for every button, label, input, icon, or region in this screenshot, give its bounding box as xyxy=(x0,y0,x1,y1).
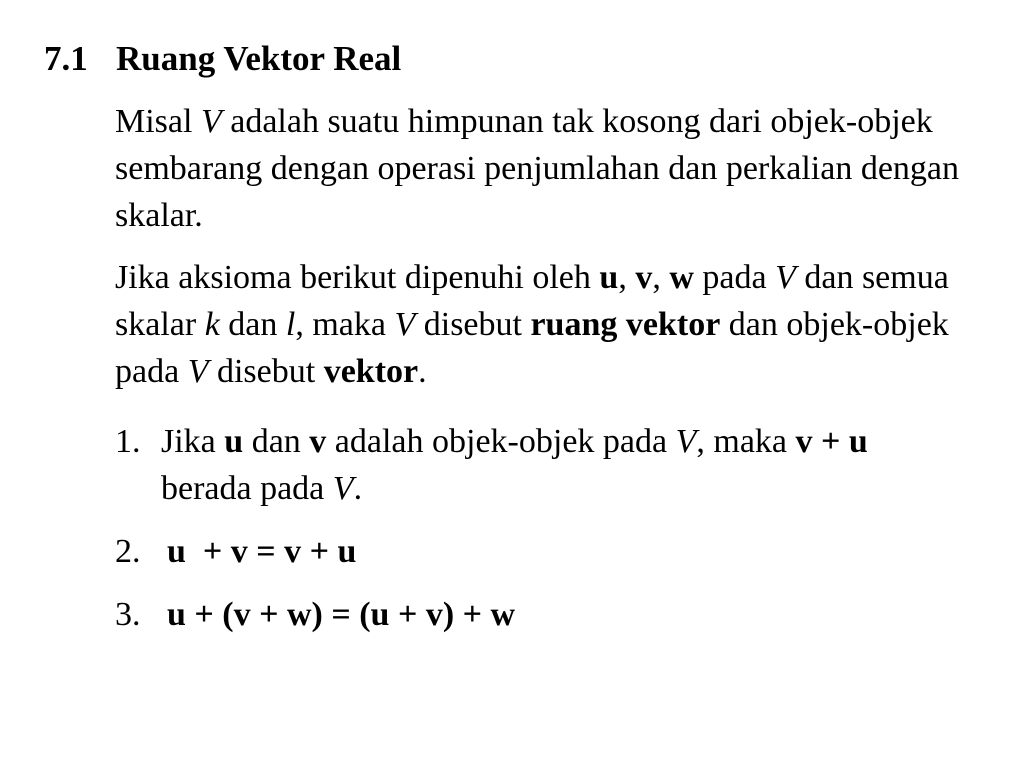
text-segment: , xyxy=(652,259,670,296)
vector-u: u xyxy=(224,423,244,460)
axiom-expression: v + u xyxy=(795,423,868,460)
definition-paragraph xyxy=(115,98,1000,239)
symbol-V: V xyxy=(187,353,209,390)
text-segment: dan objek-objek pada xyxy=(115,306,949,390)
axiom-3 xyxy=(115,591,1005,638)
vector-u: u xyxy=(599,259,619,296)
section-number: 7.1 xyxy=(44,39,88,78)
vector-v: v xyxy=(309,423,327,460)
term-vektor: vektor xyxy=(323,353,419,390)
text-segment: adalah suatu himpunan tak kosong dari objek-objek sembarang dengan operasi penjumlahan dan perkalian dengan skalar. xyxy=(115,103,960,234)
axiom-number: 1. xyxy=(115,423,141,460)
symbol-V: V xyxy=(675,423,697,460)
text-segment: dan xyxy=(243,423,310,460)
term-ruang-vektor: ruang vektor xyxy=(530,306,721,343)
text-segment: berada pada xyxy=(161,470,333,507)
text-segment: , xyxy=(618,259,636,296)
text-segment: , maka xyxy=(696,423,796,460)
text-segment: , maka xyxy=(295,306,395,343)
text-segment: dan semua skalar xyxy=(115,259,949,343)
axiom-2 xyxy=(115,528,1005,575)
symbol-l: l xyxy=(285,306,296,343)
axiom-intro-paragraph xyxy=(115,254,1000,395)
symbol-V: V xyxy=(394,306,416,343)
axiom-1 xyxy=(115,418,1005,512)
text-segment: Misal xyxy=(115,103,201,140)
vector-v: v xyxy=(635,259,653,296)
text-segment: . xyxy=(418,353,427,390)
symbol-k: k xyxy=(204,306,220,343)
vector-w: w xyxy=(669,259,694,296)
text-segment: . xyxy=(353,470,363,507)
text-segment: disebut xyxy=(208,353,324,390)
text-segment: dan xyxy=(219,306,286,343)
text-segment: Jika xyxy=(161,423,225,460)
axiom-number: 3. xyxy=(115,596,141,633)
symbol-V: V xyxy=(332,470,354,507)
section-heading xyxy=(44,36,401,82)
symbol-V: V xyxy=(200,103,222,140)
section-title: Ruang Vektor Real xyxy=(116,39,402,78)
axiom-expression: u + v = v + u xyxy=(167,533,357,570)
text-segment: disebut xyxy=(415,306,531,343)
axiom-expression: u + (v + w) = (u + v) + w xyxy=(167,596,516,633)
text-segment: adalah objek-objek pada xyxy=(326,423,676,460)
text-segment: Jika aksioma berikut dipenuhi oleh xyxy=(115,259,600,296)
symbol-V: V xyxy=(775,259,796,296)
axiom-number: 2. xyxy=(115,533,141,570)
text-segment: pada xyxy=(693,259,776,296)
